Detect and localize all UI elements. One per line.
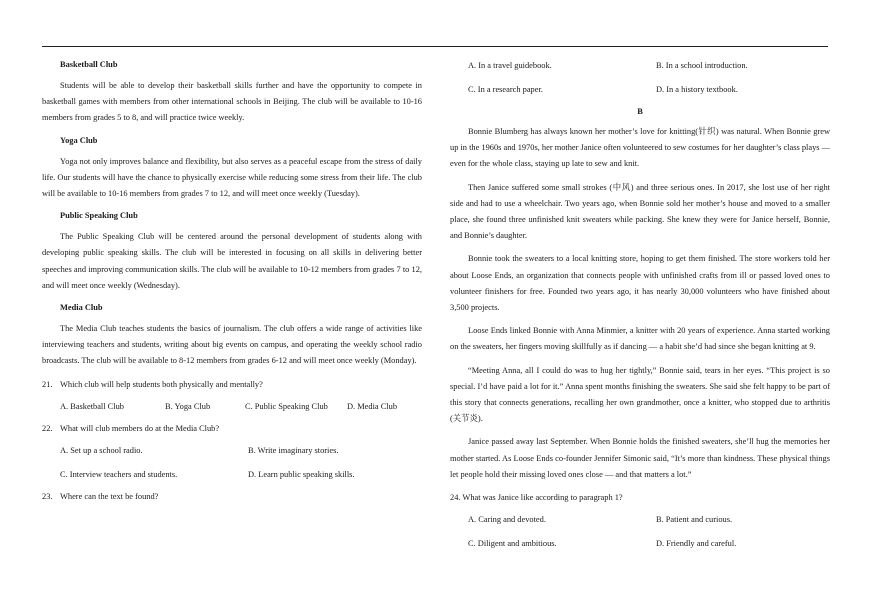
passage-paragraph-3: Bonnie took the sweaters to a local knitting store, hoping to get them finished. The store workers told her about Loose Ends, an organization that connects people with unfinished crafts from ill or passed loved ones to volunteer finishers for free. Founded two years ago, it has nearly 30,000 volunteers who have finished about 3,500 projects. xyxy=(450,254,830,313)
option-a: A. Set up a school radio. xyxy=(60,445,143,455)
section-public-speaking xyxy=(42,209,422,294)
question-21 xyxy=(42,377,422,393)
option-b: B. Patient and curious. xyxy=(656,515,733,525)
question-24-options xyxy=(450,512,830,552)
option-a: A. Basketball Club xyxy=(60,401,124,411)
section-media xyxy=(42,301,422,370)
option-c: C. Interview teachers and students. xyxy=(60,469,178,479)
option-c: C. Diligent and ambitious. xyxy=(468,539,557,549)
question-number: 22. xyxy=(42,423,53,433)
section-title: Basketball Club xyxy=(60,60,118,69)
question-22 xyxy=(42,421,422,437)
passage-paragraph-1: Bonnie Blumberg has always known her mother’s love for knitting(针织) was natural. When Bonnie grew up in the 1960s and 1970s, her mother Janice often volunteered to sew costumes for her daughter’s class plays — even for the whole class, staying up late to sew and knit. xyxy=(450,127,830,169)
passage-paragraph-5: “Meeting Anna, all I could do was to hug her tightly,” Bonnie said, tears in her eyes. “This project is so special. I’d have paid a lot for it.” Anna spent months finishing the sweaters. She said she felt happy to be part of this story that connects generations, recalling her own grandmother, once a knitter, who stopped due to arthritis (关节炎). xyxy=(450,365,830,424)
option-c: C. Public Speaking Club xyxy=(245,401,328,411)
option-d: D. Media Club xyxy=(347,401,398,411)
section-text: Yoga not only improves balance and flexibility, but also serves as a peaceful escape from the stress of daily life. Our students will have the chance to physically exercise while reducing some stress from their life. The club will be available to 10-16 members from grades 7 to 12, and will meet once weekly (Tuesday). xyxy=(42,156,422,199)
option-a: A. Caring and devoted. xyxy=(468,515,546,525)
option-b: B. Yoga Club xyxy=(165,401,211,411)
section-text: Students will be able to develop their basketball skills further and have the opportunity to compete in basketball games with members from other international schools in Beijing. The club will be available to 10-16 members from grades 5 to 8, and will practice twice weekly. xyxy=(42,81,422,123)
passage-paragraph-6: Janice passed away last September. When Bonnie holds the finished sweaters, she’ll hug the memories her mother started. As Loose Ends co-founder Jennifer Simonic said, “It’s more than kindness. These physical things let people hold their missing loved ones close — and that matters a lot.” xyxy=(450,437,830,479)
question-22-options xyxy=(42,443,422,483)
right-column xyxy=(450,58,830,558)
passage-paragraph-2: Then Janice suffered some small strokes (中风) and three serious ones. In 2017, she lost use of her right side and had to use a wheelchair. Two years ago, when Bonnie sold her mother’s house and moved to a smaller place, she found three unfinished knit sweaters while packing. She knew they were for Janice herself, Bonnie, and Bonnie’s daughter. xyxy=(450,182,830,241)
option-c: C. In a research paper. xyxy=(468,85,543,94)
option-d: D. Learn public speaking skills. xyxy=(248,469,355,479)
section-basketball xyxy=(42,58,422,127)
question-24 xyxy=(450,490,830,506)
section-title: Media Club xyxy=(60,303,103,313)
section-yoga xyxy=(42,134,422,203)
option-d: D. In a history textbook. xyxy=(656,85,738,94)
section-title: Yoga Club xyxy=(60,135,98,145)
question-number: 24. xyxy=(450,493,461,503)
top-rule xyxy=(42,46,828,47)
question-number: 21. xyxy=(42,379,53,389)
question-23 xyxy=(42,489,422,505)
passage-paragraph-4: Loose Ends linked Bonnie with Anna Minmier, a knitter with 20 years of experience. Anna started working on the sweaters, her fingers moving skillfully as if dancing — a habit she’d had since she began knitting at 9. xyxy=(450,326,830,352)
option-a: A. In a travel guidebook. xyxy=(468,61,552,70)
option-b: B. Write imaginary stories. xyxy=(248,445,339,455)
question-23-options xyxy=(450,58,830,98)
question-text: What was Janice like according to paragraph 1? xyxy=(462,493,623,503)
question-number: 23. xyxy=(42,491,53,501)
question-text: Which club will help students both physically and mentally? xyxy=(60,379,263,389)
section-text: The Public Speaking Club will be centered around the personal development of students along with developing public speaking skills. The club will be interested in focusing on all skills in delivering better speeches and improving communication skills. The club will be available to 10-12 members from grades 7 to 12, and will meet once weekly (Wednesday). xyxy=(42,232,422,290)
question-text: Where can the text be found? xyxy=(60,491,159,501)
question-21-options xyxy=(42,399,422,415)
section-label-b: B xyxy=(637,107,643,116)
question-text: What will club members do at the Media Club? xyxy=(60,423,220,433)
section-title: Public Speaking Club xyxy=(60,211,138,221)
section-text: The Media Club teaches students the basics of journalism. The club offers a wide range of activities like interviewing teachers and students, writing about big events on campus, and operating the weekly school radio broadcasts. The club will be available to 8-12 members from grades 6-12 and will meet once weekly (Monday). xyxy=(42,324,422,366)
left-column xyxy=(42,58,422,511)
option-b: B. In a school introduction. xyxy=(656,61,748,70)
option-d: D. Friendly and careful. xyxy=(656,539,737,549)
